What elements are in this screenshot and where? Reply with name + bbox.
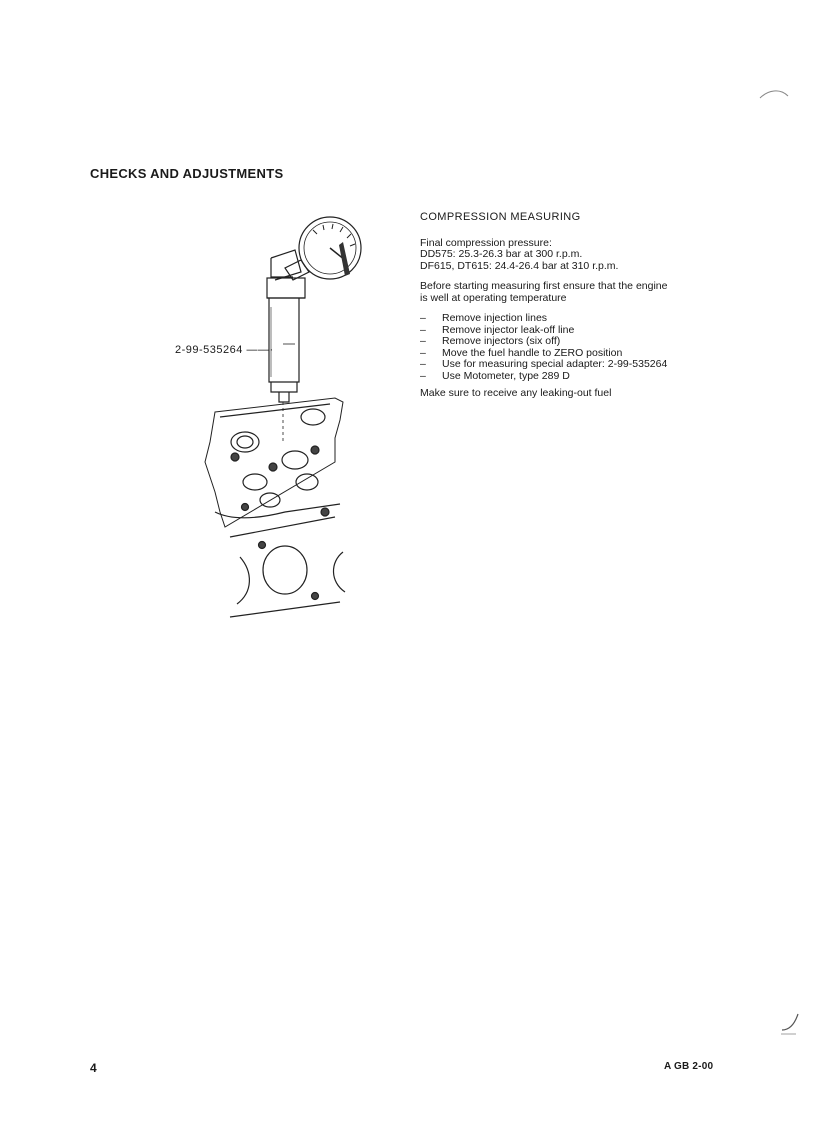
- step-text: Use Motometer, type 289 D: [442, 369, 570, 382]
- dash-marker: –: [420, 335, 426, 347]
- leader-line: ——·: [246, 344, 274, 356]
- section-title: CHECKS AND ADJUSTMENTS: [90, 166, 284, 181]
- scan-mark-bottom: [778, 1010, 802, 1038]
- content-column: [420, 212, 740, 409]
- dash-marker: –: [420, 369, 426, 382]
- list-item: [420, 313, 740, 325]
- document-code: A GB 2-00: [664, 1061, 714, 1072]
- pressure-line-df615: DF615, DT615: 24.4-26.4 bar at 310 r.p.m.: [420, 259, 619, 272]
- step-text: Remove injector leak-off line: [442, 323, 575, 336]
- step-text: Use for measuring special adapter: 2-99-535264: [442, 358, 668, 370]
- part-number-label: [175, 344, 274, 356]
- compression-tester-illustration: [175, 212, 375, 632]
- before-line-1: Before starting measuring first ensure that the engine: [420, 280, 668, 292]
- page-number: 4: [90, 1061, 97, 1075]
- procedure-title: COMPRESSION MEASURING: [420, 211, 581, 223]
- dash-marker: –: [420, 312, 426, 324]
- dash-marker: –: [420, 323, 426, 336]
- list-item: [420, 359, 740, 371]
- step-text: Move the fuel handle to ZERO position: [442, 346, 623, 359]
- pressure-gauge-icon: [285, 217, 361, 280]
- step-text: Remove injectors (six off): [442, 335, 561, 347]
- pressure-heading: Final compression pressure:: [420, 236, 552, 249]
- list-item: [420, 336, 740, 348]
- scan-mark-top: [758, 86, 792, 116]
- part-number-text: 2-99-535264: [175, 344, 243, 356]
- step-list: [420, 313, 740, 382]
- cylinder-head: [205, 398, 343, 549]
- dash-marker: –: [420, 346, 426, 359]
- fuel-note: Make sure to receive any leaking-out fuel: [420, 387, 612, 399]
- dash-marker: –: [420, 358, 426, 370]
- engine-block: [230, 546, 345, 617]
- before-line-2: is well at operating temperature: [420, 291, 567, 304]
- step-text: Remove injection lines: [442, 312, 548, 324]
- before-note: [420, 281, 740, 304]
- list-item: [420, 371, 740, 383]
- pressure-spec: [420, 238, 740, 273]
- pressure-line-dd575: DD575: 25.3-26.3 bar at 300 r.p.m.: [420, 248, 583, 260]
